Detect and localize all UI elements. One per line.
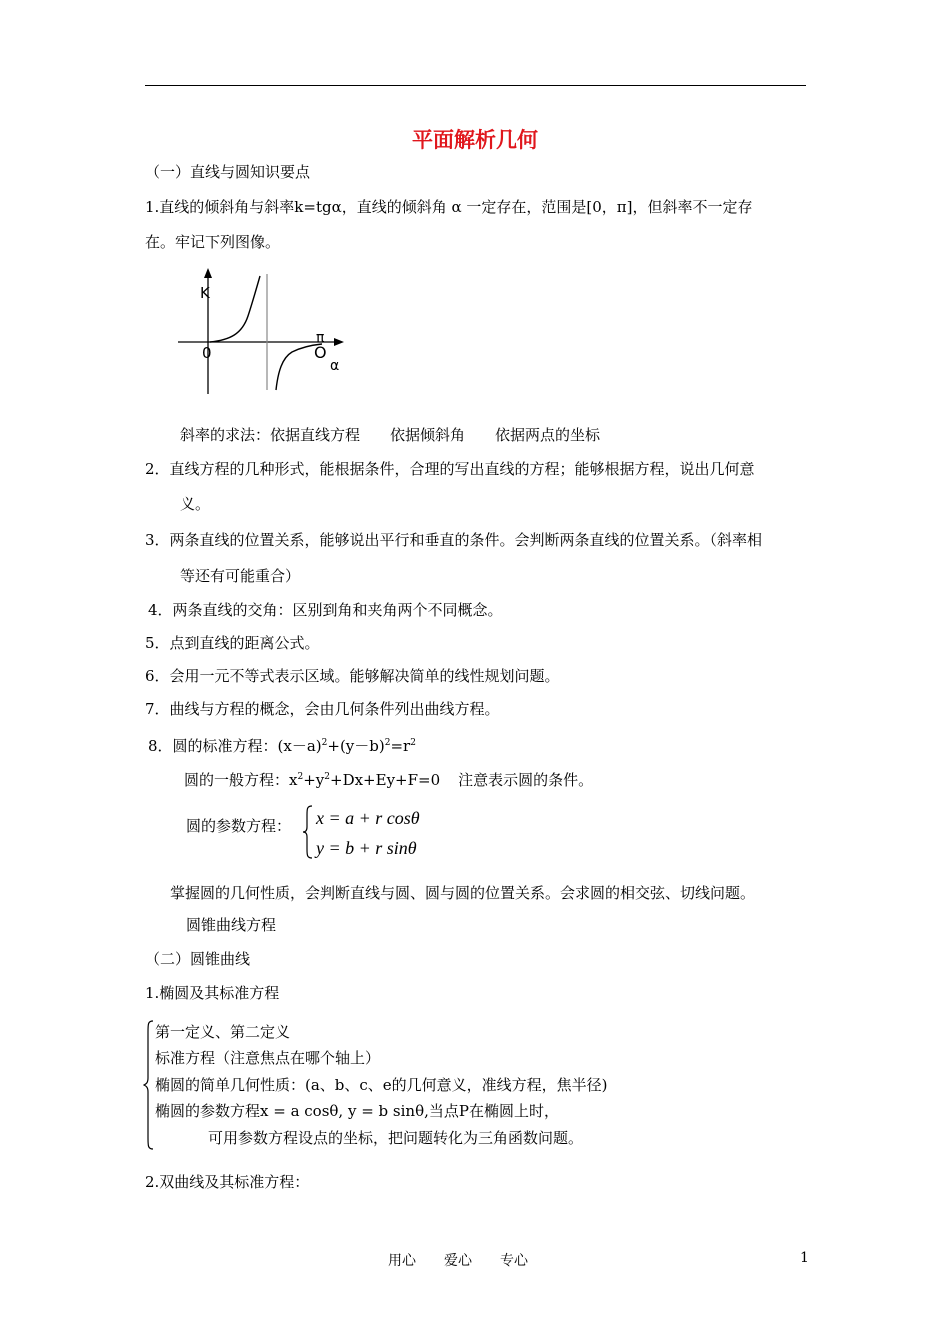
standard-equation-sup: 2: [384, 738, 391, 748]
o-label: O: [314, 343, 327, 362]
ellipse-brace: [143, 1020, 155, 1150]
paragraph-2-line-1: 2．直线方程的几种形式，能根据条件，合理的写出直线的方程；能够根据方程，说出几何意: [145, 460, 755, 478]
general-equation-y: +y: [303, 771, 325, 789]
ellipse-item: 可用参数方程设点的坐标，把问题转化为三角函数问题。: [208, 1129, 584, 1147]
parametric-y: y = b + r sinθ: [316, 838, 417, 858]
general-equation: [184, 767, 593, 790]
ellipse-item: 标准方程（注意焦点在哪个轴上）: [155, 1049, 381, 1067]
paragraph-8: [148, 733, 416, 756]
hyperbola-heading: 2.双曲线及其标准方程：: [145, 1173, 310, 1191]
slope-methods: 斜率的求法：依据直线方程 依据倾斜角 依据两点的坐标: [180, 426, 601, 444]
standard-equation-r: =r: [390, 737, 411, 755]
circle-properties: 掌握圆的几何性质，会判断直线与圆、圆与圆的位置关系。会求圆的相交弦、切线问题。: [170, 884, 756, 902]
standard-equation-y: +(y－b): [327, 737, 385, 755]
ellipse-item: 第一定义、第二定义: [155, 1023, 291, 1041]
page-number: 1: [800, 1250, 809, 1266]
standard-equation-sup: 2: [410, 738, 416, 748]
general-equation-note: 注意表示圆的条件。: [458, 771, 594, 789]
paragraph-2-line-2: 义。: [180, 495, 211, 513]
paragraph-3-line-2: 等还有可能重合）: [180, 567, 301, 585]
ellipse-item: 椭圆的参数方程x = a cosθ, y = b sinθ,当点P在椭圆上时，: [155, 1102, 559, 1120]
origin-label: 0: [202, 344, 212, 362]
paragraph-4: 4．两条直线的交角：区别到角和夹角两个不同概念。: [148, 601, 503, 619]
tangent-graph: [170, 264, 360, 400]
pi-label: π: [316, 330, 325, 346]
parametric-brace: [302, 805, 314, 859]
general-equation-rest: +Dx+Ey+F=0: [330, 771, 441, 789]
general-equation-sup: 2: [324, 772, 330, 782]
standard-equation-label: 8．圆的标准方程：: [148, 737, 278, 755]
ellipse-item: 椭圆的简单几何性质：(a、b、c、e的几何意义，准线方程，焦半径): [155, 1076, 608, 1094]
header-rule: [145, 85, 806, 86]
paragraph-1-line-1: 1.直线的倾斜角与斜率k=tgα，直线的倾斜角 α 一定存在，范围是[0，π]，但斜率不一定存: [145, 198, 753, 216]
section-heading-2: （二）圆锥曲线: [145, 950, 251, 968]
paragraph-5: 5．点到直线的距离公式。: [145, 634, 320, 652]
general-equation-label: 圆的一般方程：: [184, 771, 290, 789]
paragraph-3-line-1: 3．两条直线的位置关系，能够说出平行和垂直的条件。会判断两条直线的位置关系。（斜率相: [145, 531, 763, 549]
alpha-label: α: [330, 358, 340, 374]
k-axis-label: K: [200, 284, 210, 302]
parametric-x: x = a + r cosθ: [316, 808, 420, 828]
paragraph-1-line-2: 在。牢记下列图像。: [145, 233, 281, 251]
ellipse-heading: 1.椭圆及其标准方程: [145, 984, 280, 1002]
general-equation-x: x: [289, 771, 298, 789]
conic-equation-heading: 圆锥曲线方程: [186, 916, 277, 934]
standard-equation-x: (x－a): [277, 737, 322, 755]
standard-equation-sup: 2: [321, 738, 328, 748]
paragraph-7: 7．曲线与方程的概念，会由几何条件列出曲线方程。: [145, 700, 500, 718]
paragraph-6: 6．会用一元不等式表示区域。能够解决简单的线性规划问题。: [145, 667, 560, 685]
page-title: 平面解析几何: [412, 128, 538, 152]
general-equation-sup: 2: [297, 772, 304, 782]
parametric-label: 圆的参数方程：: [186, 817, 292, 835]
section-heading-1: （一）直线与圆知识要点: [145, 163, 311, 181]
footer-text: 用心 爱心 专心: [388, 1253, 528, 1269]
